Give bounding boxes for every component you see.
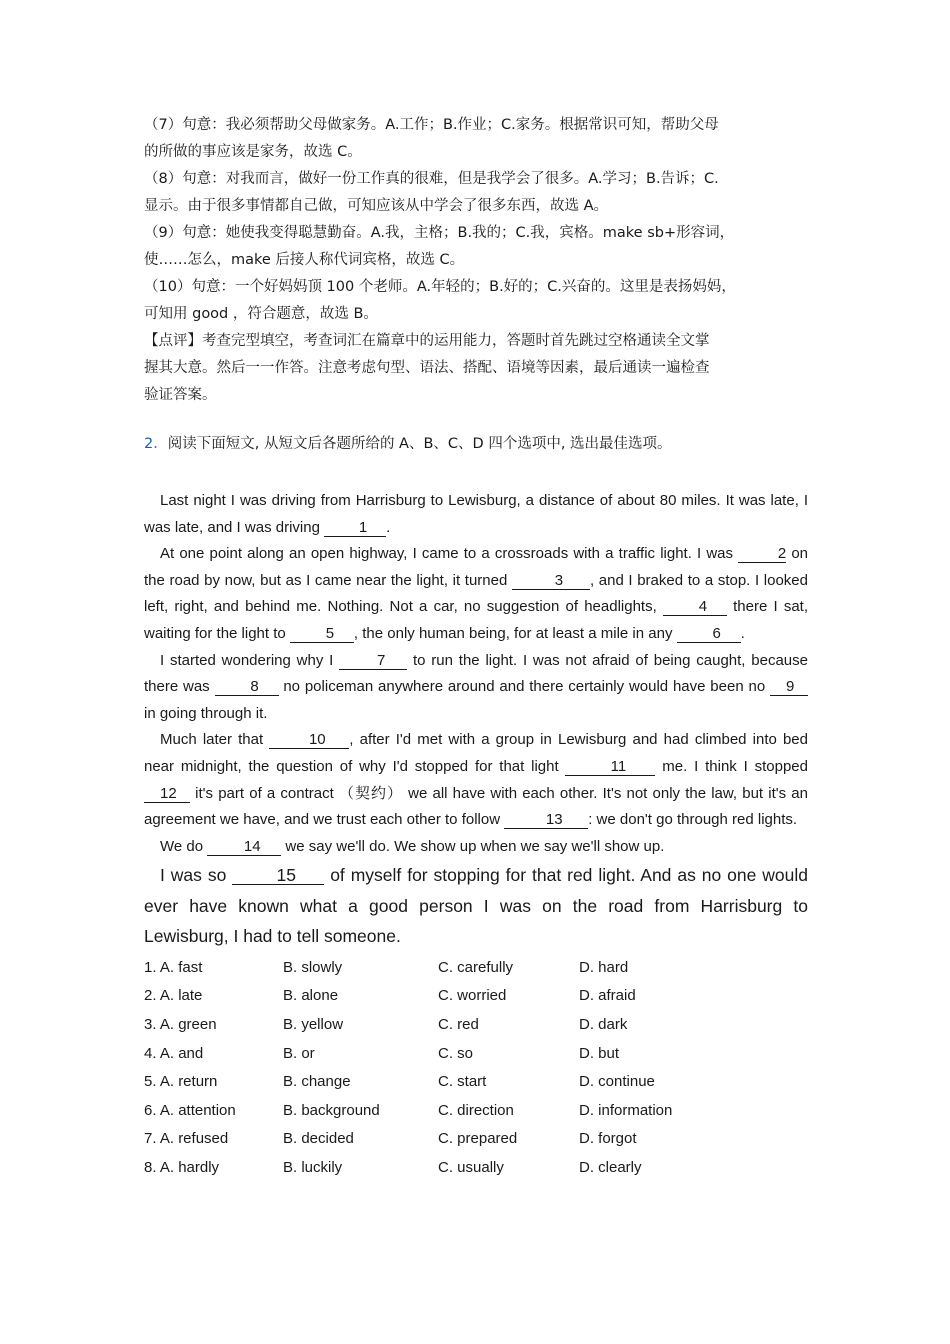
blank-2[interactable]: 2 — [738, 545, 786, 563]
option-a[interactable]: 5. A. return — [144, 1073, 218, 1091]
option-row — [144, 954, 808, 983]
blank-10[interactable]: 10 — [269, 731, 349, 749]
explanation-item: （9）句意：她使我变得聪慧勤奋。A.我，主格；B.我的；C.我，宾格。make sb+形容词， 使……怎么，make 后接人称代词宾格，故选 C。 — [144, 225, 735, 268]
question-number: 2． — [144, 436, 168, 452]
blank-15[interactable]: 15 — [232, 867, 324, 885]
question-heading — [144, 431, 808, 458]
option-d[interactable]: D. but — [579, 1044, 620, 1062]
blank-12[interactable]: 12 — [144, 785, 190, 803]
explanation-list — [144, 112, 808, 409]
explanation-item: （8）句意：对我而言，做好一份工作真的很难，但是我学会了很多。A.学习；B.告诉；C. 显示。由于很多事情都自己做，可知应该从中学会了很多东西，故选 A。 — [144, 171, 719, 214]
blank-3[interactable]: 3 — [512, 572, 590, 590]
explanation-item: （7）句意：我必须帮助父母做家务。A.工作；B.作业；C.家务。根据常识可知，帮助父母 的所做的事应该是家务，故选 C。 — [144, 117, 719, 160]
blank-13[interactable]: 13 — [504, 811, 588, 829]
option-d[interactable]: D. dark — [579, 1016, 628, 1033]
blank-7[interactable]: 7 — [339, 652, 407, 670]
option-d[interactable]: D. information — [579, 1101, 673, 1119]
blank-5[interactable]: 5 — [290, 625, 354, 643]
blank-9[interactable]: 9 — [770, 678, 808, 696]
option-b[interactable]: B. luckily — [283, 1158, 343, 1176]
options-table — [144, 954, 808, 1183]
option-c[interactable]: C. carefully — [438, 958, 514, 976]
blank-14[interactable]: 14 — [207, 838, 281, 856]
question-instruction: 阅读下面短文, 从短文后各题所给的 A、B、C、D 四个选项中, 选出最佳选项。 — [167, 436, 672, 452]
option-d[interactable]: D. continue — [579, 1073, 655, 1091]
option-b[interactable]: B. or — [283, 1044, 315, 1062]
passage-paragraph: Much later that 10 , after I'd met with a group in Lewisburg and had climbed into bed near midnight, the question of why I'd stopped for that light 11 me. I think I stopped 12 it's part of a contract （契约） we all have with each other. It's not only the law, but it's an agreement we have, and we trust each other to follow 13 : we don't go through red lights. — [144, 731, 808, 829]
option-row — [144, 1040, 808, 1069]
blank-6[interactable]: 6 — [677, 625, 741, 643]
option-c[interactable]: C. prepared — [438, 1130, 518, 1148]
option-row — [144, 1068, 808, 1097]
option-c[interactable]: C. worried — [438, 987, 507, 1005]
comment-block: 【点评】考查完型填空，考查词汇在篇章中的运用能力，答题时首先跳过空格通读全文掌 握其大意。然后一一作答。注意考虑句型、语法、搭配、语境等因素，最后通读一遍检查 验证答案。 — [144, 333, 710, 403]
passage — [144, 488, 808, 952]
option-b[interactable]: B. background — [283, 1101, 380, 1119]
option-c[interactable]: C. direction — [438, 1101, 514, 1119]
option-b[interactable]: B. yellow — [283, 1016, 344, 1033]
explanation-item: （10）句意：一个好妈妈顶 100 个老师。A.年轻的；B.好的；C.兴奋的。这里是表扬妈妈， 可知用 good ，符合题意，故选 B。 — [144, 279, 736, 322]
blank-8[interactable]: 8 — [215, 678, 279, 696]
option-b[interactable]: B. slowly — [283, 958, 343, 976]
option-a[interactable]: 4. A. and — [144, 1044, 204, 1062]
option-c[interactable]: C. usually — [438, 1158, 504, 1176]
option-d[interactable]: D. forgot — [579, 1130, 637, 1148]
option-c[interactable]: C. so — [438, 1044, 474, 1062]
option-a[interactable]: 6. A. attention — [144, 1101, 236, 1119]
option-c[interactable]: C. start — [438, 1073, 487, 1091]
document-page — [144, 112, 808, 1183]
blank-11[interactable]: 11 — [565, 758, 655, 776]
option-row — [144, 1125, 808, 1154]
blank-4[interactable]: 4 — [663, 598, 727, 616]
passage-paragraph: I was so 15 of myself for stopping for that red light. And as no one would ever have known what a good person I was on the road from Harrisburg to Lewisburg, I had to tell someone. — [144, 865, 808, 947]
option-row — [144, 982, 808, 1011]
blank-1[interactable]: 1 — [324, 519, 386, 537]
passage-paragraph: We do 14 we say we'll do. We show up when we say we'll show up. — [160, 837, 665, 855]
option-d[interactable]: D. afraid — [579, 987, 636, 1005]
passage-paragraph: At one point along an open highway, I came to a crossroads with a traffic light. I was 2 on the road by now, but as I came near the light, it turned 3 , and I braked to a stop. I looked left, right, and behind me. Nothing. Not a car, no suggestion of headlights, 4 there I sat, waiting for the light to 5 , the only human being, for at least a mile in any 6 . — [144, 545, 809, 642]
option-a[interactable]: 3. A. green — [144, 1016, 217, 1033]
option-d[interactable]: D. hard — [579, 958, 629, 976]
option-b[interactable]: B. decided — [283, 1130, 354, 1148]
option-row — [144, 1154, 808, 1183]
passage-paragraph: Last night I was driving from Harrisburg to Lewisburg, a distance of about 80 miles. It was late, I was late, and I was driving 1 . — [144, 492, 808, 536]
option-b[interactable]: B. alone — [283, 987, 339, 1005]
option-a[interactable]: 7. A. refused — [144, 1130, 229, 1148]
option-a[interactable]: 8. A. hardly — [144, 1158, 220, 1176]
option-b[interactable]: B. change — [283, 1073, 351, 1091]
option-a[interactable]: 1. A. fast — [144, 958, 203, 976]
option-row — [144, 1011, 808, 1040]
option-c[interactable]: C. red — [438, 1016, 479, 1033]
option-d[interactable]: D. clearly — [579, 1158, 642, 1176]
option-row — [144, 1097, 808, 1126]
option-a[interactable]: 2. A. late — [144, 987, 203, 1005]
passage-paragraph: I started wondering why I 7 to run the light. I was not afraid of being caught, because there was 8 no policeman anywhere around and there certainly would have been no 9 in going through it. — [144, 651, 808, 722]
